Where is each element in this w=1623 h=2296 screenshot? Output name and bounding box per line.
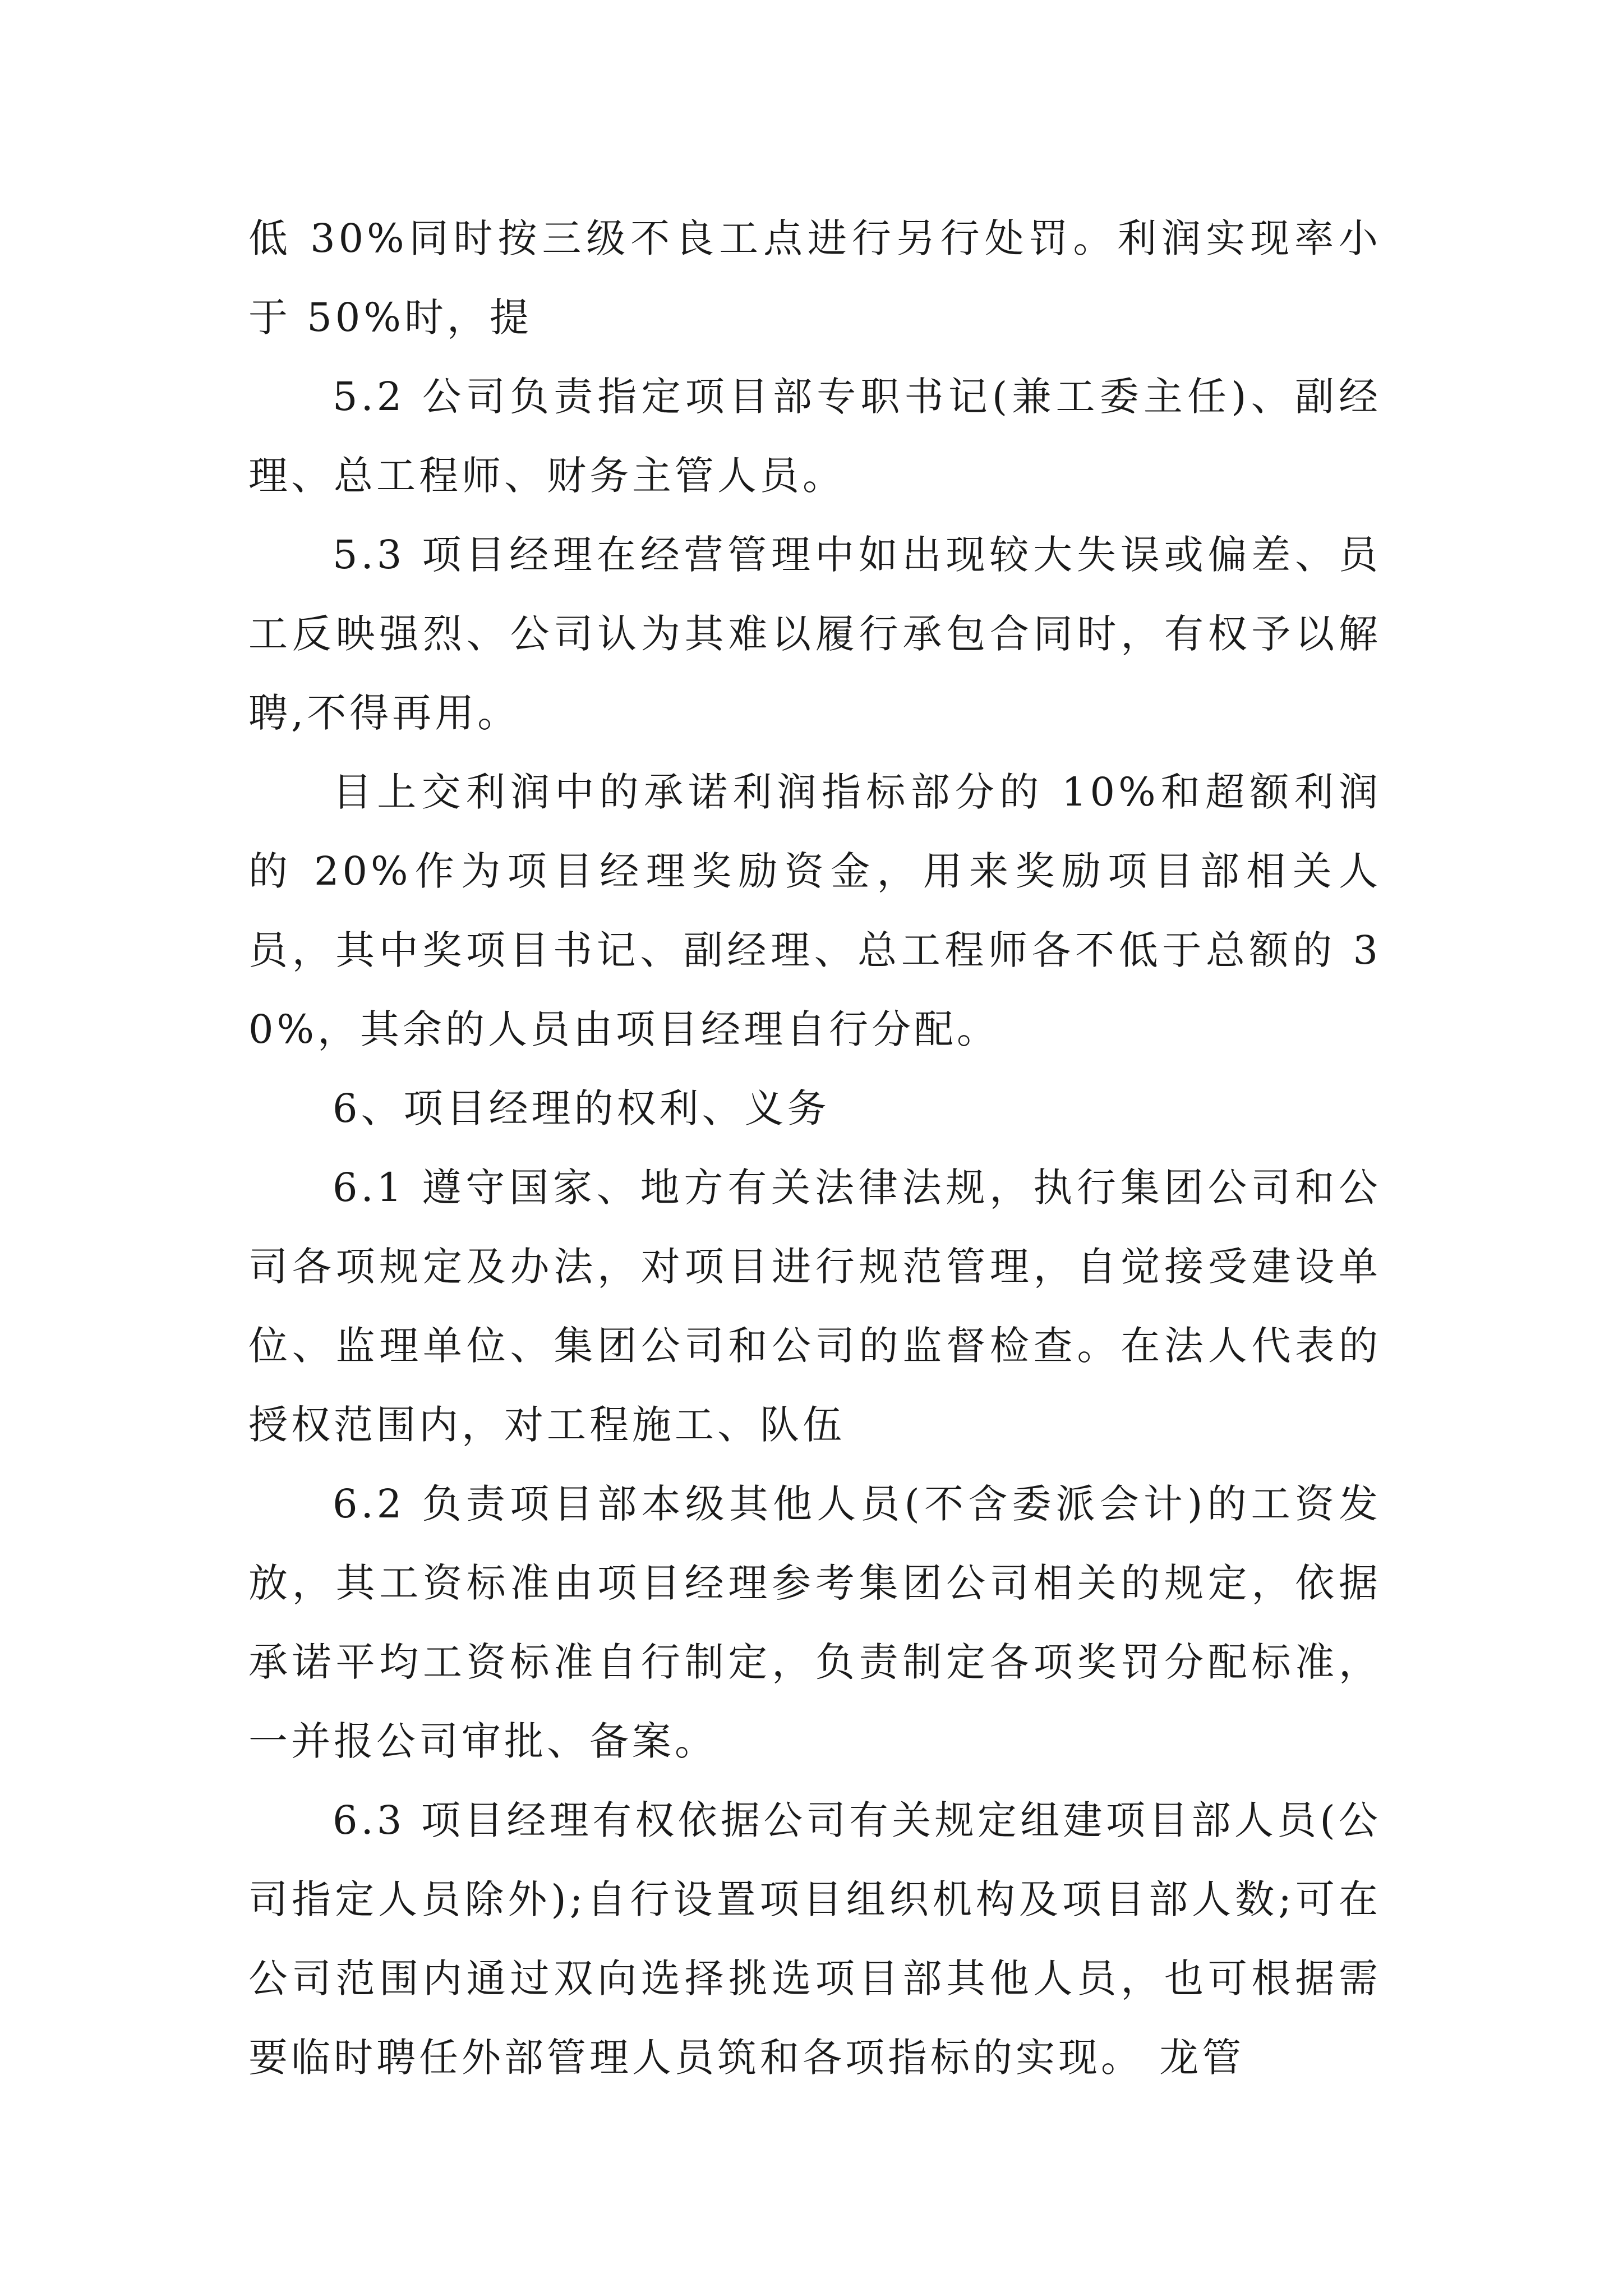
section-heading-6: 6、项目经理的权利、义务 [333, 1085, 830, 1131]
paragraph-penalty-continuation: 低 30%同时按三级不良工点进行另行处罚。利润实现率小于 50%时，提 [248, 215, 1381, 341]
paragraph-6-2: 6.2 负责项目部本级其他人员(不含委派会计)的工资发放，其工资标准由项目经理参考集团公司相关的规定，依据承诺平均工资标准自行制定，负责制定各项奖罚分配标准，一并报公司审批、备案。 [248, 1481, 1381, 1764]
paragraph-5-2: 5.2 公司负责指定项目部专职书记(兼工委主任)、副经理、总工程师、财务主管人员。 [248, 374, 1381, 499]
paragraph-6-1: 6.1 遵守国家、地方有关法律法规，执行集团公司和公司各项规定及办法，对项目进行规范管理，自觉接受建设单位、监理单位、集团公司和公司的监督检查。在法人代表的授权范围内，对工程施工、队伍 [248, 1165, 1381, 1448]
paragraph-5-3: 5.3 项目经理在经营管理中如出现较大失误或偏差、员工反映强烈、公司认为其难以履行承包合同时，有权予以解聘,不得再用。 [248, 532, 1381, 736]
paragraph-reward-fund: 目上交利润中的承诺利润指标部分的 10%和超额利润的 20%作为项目经理奖励资金，用来奖励项目部相关人员，其中奖项目书记、副经理、总工程师各不低于总额的 30%，其余的人员由项目经理自行分配。 [248, 769, 1381, 1052]
paragraph-6-3: 6.3 项目经理有权依据公司有关规定组建项目部人员(公司指定人员除外);自行设置项目组织机构及项目部人数;可在公司范围内通过双向选择挑选项目部其他人员，也可根据需要临时聘任外部管理人员筑和各项指标的实现。 龙管 [248, 1797, 1381, 2081]
document-body [248, 199, 1381, 2097]
